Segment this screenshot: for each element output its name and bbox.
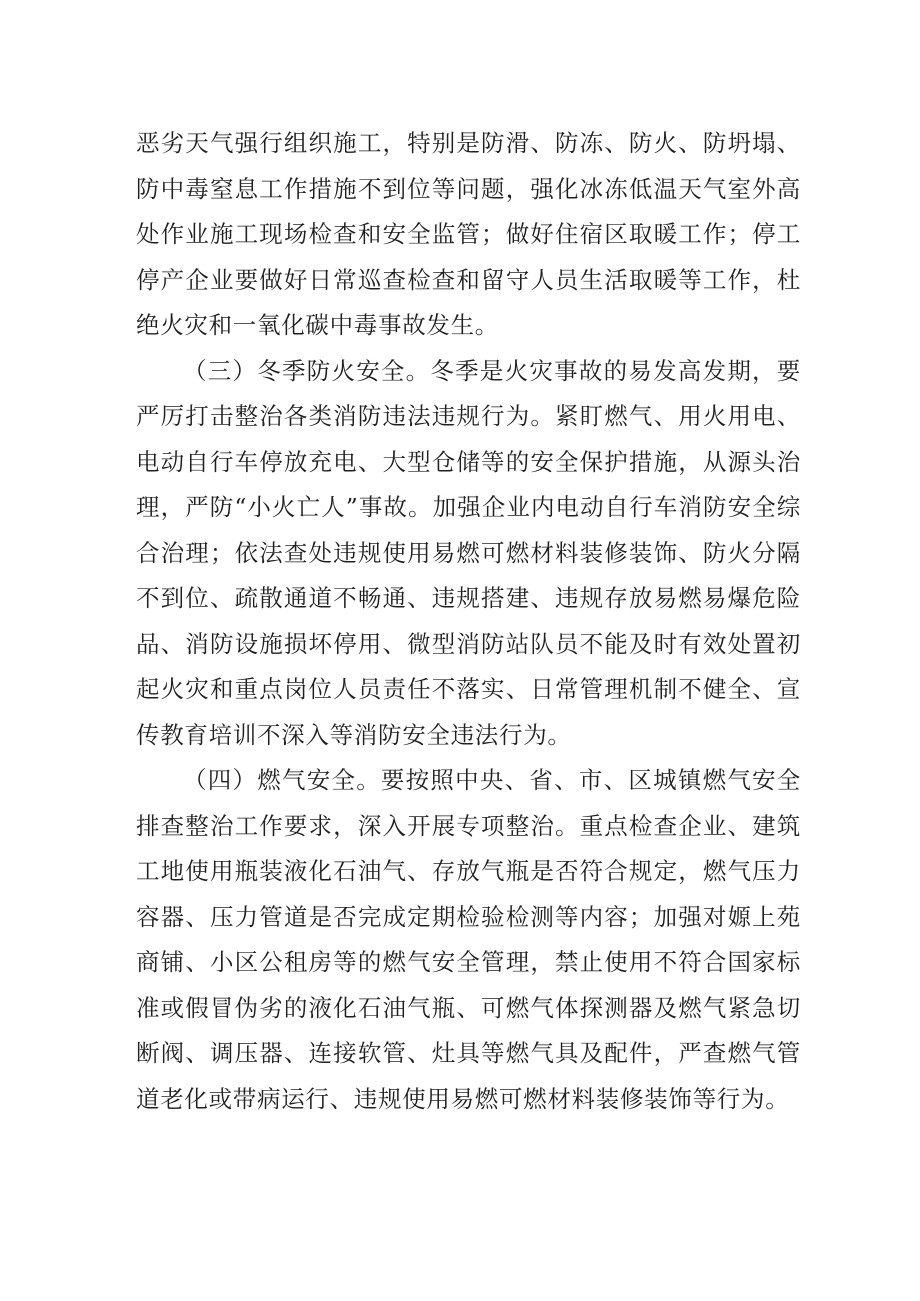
document-body <box>136 121 801 1122</box>
paragraph-gas-safety: （四）燃气安全。要按照中央、省、市、区城镇燃气安全排查整治工作要求，深入开展专项整治。重点检查企业、建筑工地使用瓶装液化石油气、存放气瓶是否符合规定，燃气压力容器、压力管道是否完成定期检验检测等内容；加强对嫄上苑商铺、小区公租房等的燃气安全管理，禁止使用不符合国家标准或假冒伪劣的液化石油气瓶、可燃气体探测器及燃气紧急切断阀、调压器、连接软管、灶具等燃气具及配件，严查燃气管道老化或带病运行、违规使用易燃可燃材料装修装饰等行为。 <box>136 766 801 1113</box>
paragraph-winter-fire-safety: （三）冬季防火安全。冬季是火灾事故的易发高发期，要严厉打击整治各类消防违法违规行为。紧盯燃气、用火用电、电动自行车停放充电、大型仓储等的安全保护措施，从源头治理，严防“小火亡人”事故。加强企业内电动自行车消防安全综合治理；依法查处违规使用易燃可燃材料装修装饰、防火分隔不到位、疏散通道不畅通、违规搭建、违规存放易燃易爆危险品、消防设施损坏停用、微型消防站队员不能及时有效处置初起火灾和重点岗位人员责任不落实、日常管理机制不健全、宣传教育培训不深入等消防安全违法行为。 <box>136 356 801 749</box>
paragraph-continuation: 恶劣天气强行组织施工，特别是防滑、防冻、防火、防坍塌、防中毒窒息工作措施不到位等问题，强化冰冻低温天气室外高处作业施工现场检查和安全监管；做好住宿区取暖工作；停工停产企业要做好日常巡查检查和留守人员生活取暖等工作，杜绝火灾和一氧化碳中毒事故发生。 <box>136 129 801 339</box>
